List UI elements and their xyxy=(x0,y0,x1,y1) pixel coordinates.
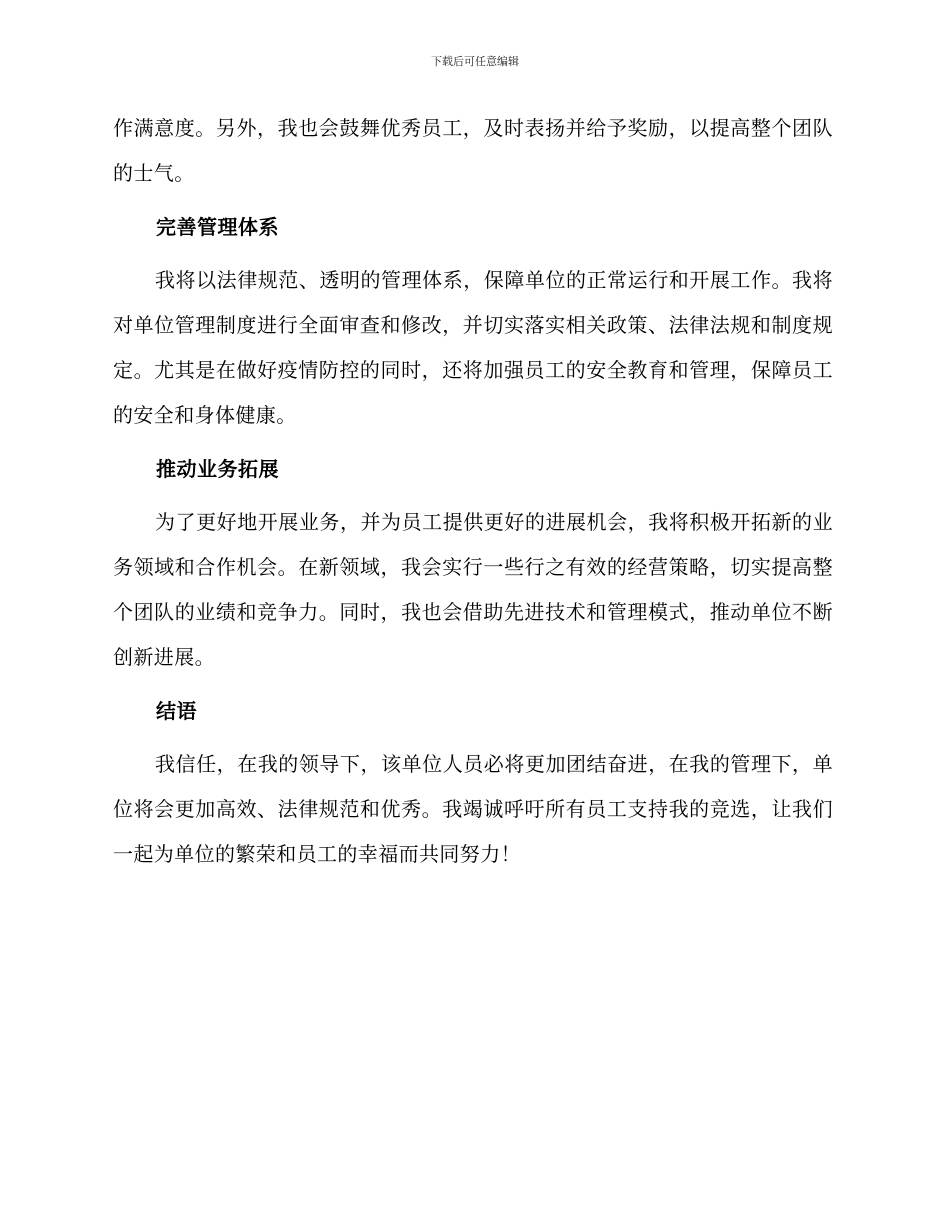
paragraph-business-expansion: 为了更好地开展业务，并为员工提供更好的进展机会，我将积极开拓新的业务领域和合作机会。在新领域，我会实行一些行之有效的经营策略，切实提高整个团队的业绩和竞争力。同时，我也会借助先进技术和管理模式，推动单位不断创新进展。 xyxy=(113,510,833,669)
paragraph-conclusion: 我信任，在我的领导下，该单位人员必将更加团结奋进，在我的管理下，单位将会更加高效、法律规范和优秀。我竭诚呼吁所有员工支持我的竞选，让我们一起为单位的繁荣和员工的幸福而共同努力！ xyxy=(113,752,833,866)
paragraph-continuation: 作满意度。另外，我也会鼓舞优秀员工，及时表扬并给予奖励，以提高整个团队的士气。 xyxy=(113,116,833,185)
section-heading-business-expansion: 推动业务拓展 xyxy=(156,457,279,481)
document-body xyxy=(113,106,833,877)
section-heading-conclusion: 结语 xyxy=(156,699,197,723)
section-heading-management-system: 完善管理体系 xyxy=(156,215,279,239)
paragraph-management-system: 我将以法律规范、透明的管理体系，保障单位的正常运行和开展工作。我将对单位管理制度进行全面审查和修改，并切实落实相关政策、法律法规和制度规定。尤其是在做好疫情防控的同时，还将加强员工的安全教育和管理，保障员工的安全和身体健康。 xyxy=(113,268,833,427)
page-header: 下载后可任意编辑 xyxy=(431,55,519,68)
